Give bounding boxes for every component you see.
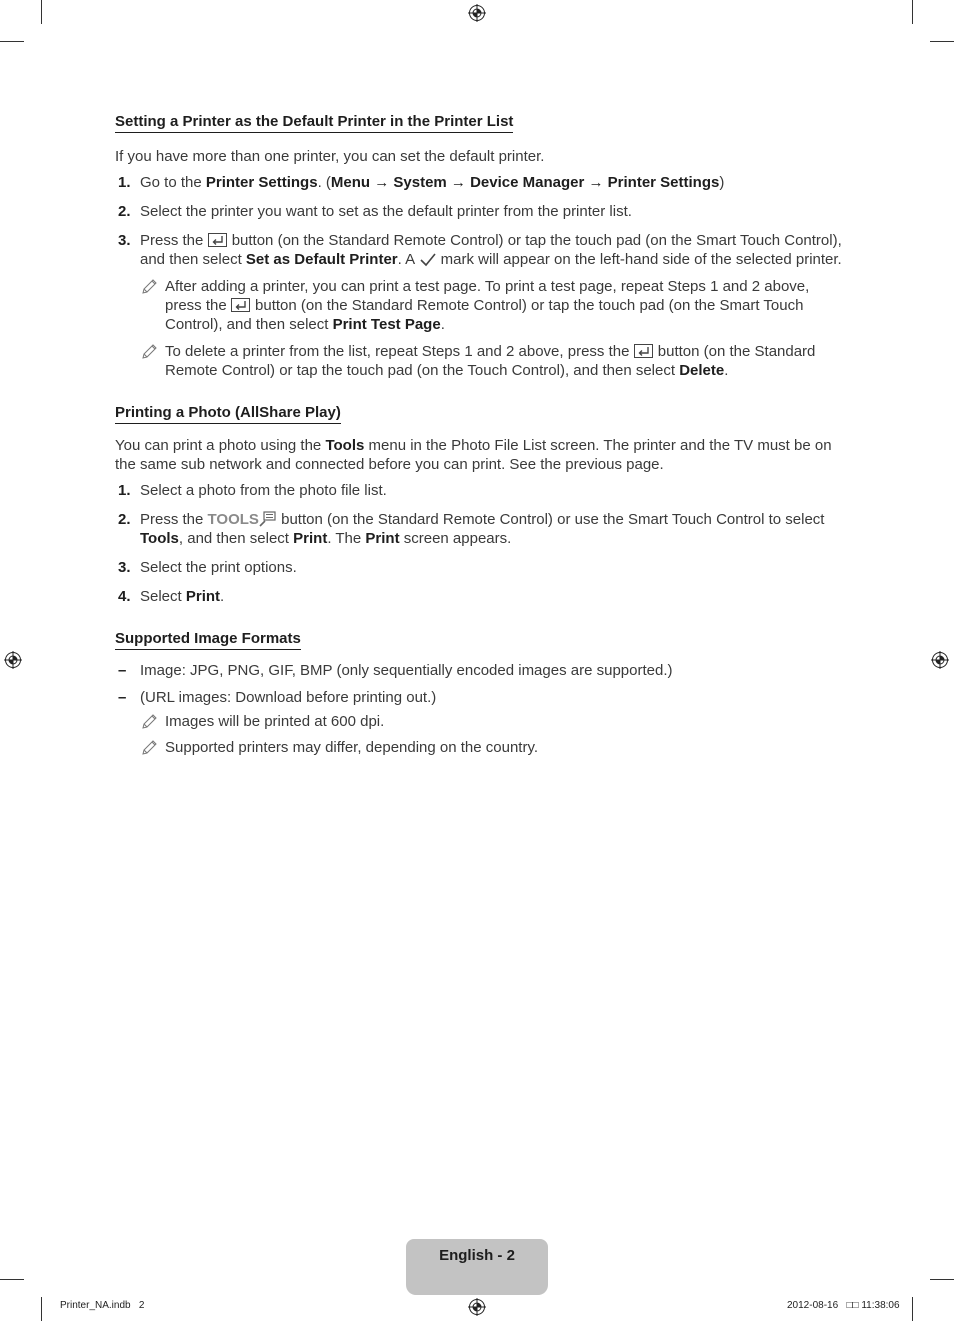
crop-mark	[0, 1279, 24, 1280]
step-text: )	[719, 174, 725, 191]
registration-mark-icon	[931, 651, 949, 669]
list-item	[115, 558, 845, 577]
list-item	[115, 688, 845, 707]
list-item	[115, 661, 845, 680]
enter-button-icon	[208, 233, 228, 248]
note-text: button (on the Standard Remote Control) or tap the touch pad (on the Smart Touch Control), and then select	[165, 297, 804, 333]
section-heading-printing-photo: Printing a Photo (AllShare Play)	[115, 403, 341, 424]
step-text: Select the print options.	[140, 559, 297, 576]
step-text: Press the	[140, 511, 208, 528]
list-item-text: Image: JPG, PNG, GIF, BMP (only sequentially encoded images are supported.)	[140, 662, 673, 679]
menu-option: Print Test Page	[332, 316, 441, 333]
note-pencil-icon	[140, 277, 158, 296]
registration-mark-icon	[468, 1298, 486, 1316]
checkmark-icon	[419, 253, 437, 267]
step-text: , and then select	[178, 530, 294, 547]
note-item	[115, 342, 845, 380]
step-text: Select the printer you want to set as the default printer from the printer list.	[140, 203, 632, 220]
step-number: 4.	[118, 588, 131, 605]
step-text: screen appears.	[399, 530, 512, 547]
step-number: 3.	[118, 232, 131, 249]
section-intro	[115, 436, 845, 474]
crop-mark	[930, 41, 954, 42]
note-text: .	[724, 362, 729, 379]
intro-text: You can print a photo using the	[115, 437, 326, 454]
registration-mark-icon	[468, 4, 486, 22]
page-label: English - 2	[439, 1247, 515, 1264]
step-number: 3.	[118, 559, 131, 576]
step-text: Select a photo from the photo file list.	[140, 482, 387, 499]
menu-path: Printer Settings	[205, 174, 318, 191]
note-item	[115, 738, 845, 757]
crop-mark	[912, 1297, 913, 1321]
menu-option: Print	[293, 530, 328, 547]
step-text: . (	[317, 174, 331, 191]
note-pencil-icon	[140, 738, 158, 757]
list-item	[115, 202, 845, 221]
step-text: Go to the	[140, 174, 206, 191]
step-number: 1.	[118, 482, 131, 499]
registration-mark-icon	[4, 651, 22, 669]
menu-option: Set as Default Printer	[245, 251, 398, 268]
section-intro: If you have more than one printer, you can set the default printer.	[115, 148, 545, 165]
step-text: Press the	[140, 232, 208, 249]
page-content	[115, 112, 845, 757]
note-pencil-icon	[140, 342, 158, 361]
slug-filename: Printer_NA.indb 2	[60, 1300, 145, 1311]
step-text: . A	[397, 251, 419, 268]
menu-path: Menu → System → Device Manager → Printer Settings	[330, 174, 720, 191]
list-item-text: (URL images: Download before printing out.)	[140, 689, 437, 706]
note-text: Images will be printed at 600 dpi.	[165, 713, 385, 730]
step-text: mark will appear on the left-hand side of the selected printer.	[436, 251, 842, 268]
section-heading-image-formats: Supported Image Formats	[115, 629, 301, 650]
menu-option: Tools	[140, 530, 179, 547]
step-text: .	[220, 588, 225, 605]
menu-option: Tools	[325, 437, 365, 454]
tools-button-icon	[259, 511, 277, 527]
step-text: . The	[327, 530, 366, 547]
intro-text: menu in the Photo File List screen. The printer and the TV must be on the same sub network and connected before you can print. See the previous page.	[115, 437, 832, 473]
list-item	[115, 173, 845, 192]
crop-mark	[41, 0, 42, 24]
step-number: 1.	[118, 174, 131, 191]
note-text: To delete a printer from the list, repeat Steps 1 and 2 above, press the	[165, 343, 634, 360]
enter-button-icon	[231, 298, 251, 313]
step-text: Select	[140, 588, 186, 605]
menu-option: Print	[185, 588, 221, 605]
tools-button-label: TOOLS	[207, 511, 259, 528]
list-item	[115, 231, 845, 269]
step-number: 2.	[118, 203, 131, 220]
note-item	[115, 277, 845, 334]
crop-mark	[41, 1297, 42, 1321]
crop-mark	[912, 0, 913, 24]
page-number-tab	[406, 1239, 548, 1295]
step-number: 2.	[118, 511, 131, 528]
crop-mark	[930, 1279, 954, 1280]
note-pencil-icon	[140, 712, 158, 731]
enter-button-icon	[634, 344, 654, 359]
step-text: button (on the Standard Remote Control) or use the Smart Touch Control to select	[276, 511, 825, 528]
menu-option: Print	[365, 530, 400, 547]
step-text: button (on the Standard Remote Control) or tap the touch pad (on the Smart Touch Control), and then select	[140, 232, 842, 268]
note-text: After adding a printer, you can print a test page. To print a test page, repeat Steps 1 and 2 above, press the	[165, 278, 810, 314]
list-item	[115, 587, 845, 606]
list-item	[115, 510, 845, 548]
crop-mark	[0, 41, 24, 42]
note-item	[115, 712, 845, 731]
section-heading-default-printer: Setting a Printer as the Default Printer in the Printer List	[115, 112, 513, 133]
slug-timestamp: 2012-08-16 □□ 11:38:06	[787, 1300, 900, 1311]
menu-option: Delete	[679, 362, 725, 379]
note-text: Supported printers may differ, depending on the country.	[165, 739, 539, 756]
list-item	[115, 481, 845, 500]
dash-bullet: –	[118, 662, 127, 679]
dash-bullet: –	[118, 689, 127, 706]
note-text: button (on the Standard Remote Control) or tap the touch pad (on the Touch Control), and then select	[165, 343, 816, 379]
note-text: .	[440, 316, 445, 333]
